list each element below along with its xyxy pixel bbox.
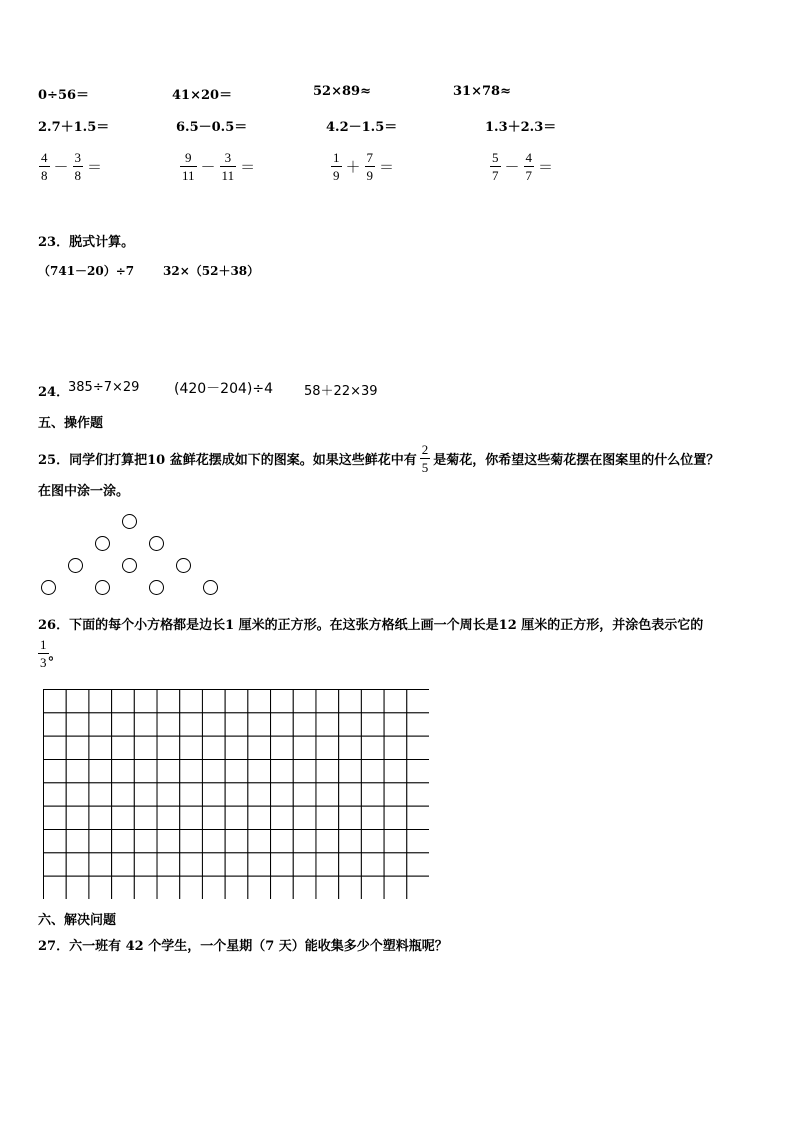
grid-cell[interactable]: [157, 853, 180, 876]
grid-cell[interactable]: [44, 713, 67, 736]
grid-cell[interactable]: [407, 736, 429, 759]
grid-cell[interactable]: [134, 876, 157, 899]
grid-cell[interactable]: [271, 876, 294, 899]
grid-cell[interactable]: [66, 713, 89, 736]
grid-cell[interactable]: [316, 783, 339, 806]
grid-cell[interactable]: [112, 806, 135, 829]
grid-cell[interactable]: [134, 853, 157, 876]
grid-cell[interactable]: [225, 713, 248, 736]
square-grid-paper[interactable]: [43, 689, 429, 899]
grid-cell[interactable]: [361, 876, 384, 899]
grid-cell[interactable]: [202, 783, 225, 806]
grid-cell[interactable]: [180, 806, 203, 829]
grid-cell[interactable]: [180, 830, 203, 853]
q23-title: 23．脱式计算。: [38, 235, 135, 250]
grid-cell[interactable]: [202, 830, 225, 853]
denominator: 5: [421, 460, 429, 475]
grid-cell[interactable]: [66, 760, 89, 783]
grid-cell[interactable]: [89, 806, 112, 829]
q24-item-3: 58＋22×39: [304, 384, 378, 399]
grid-cell[interactable]: [384, 806, 407, 829]
operator: ＋: [345, 158, 361, 176]
grid-cell[interactable]: [134, 806, 157, 829]
fraction: [73, 151, 84, 182]
grid-cell[interactable]: [248, 783, 271, 806]
grid-cell[interactable]: [66, 853, 89, 876]
grid-cell[interactable]: [66, 806, 89, 829]
numerator: 1: [333, 150, 340, 165]
grid-cell[interactable]: [407, 876, 429, 899]
grid-cell[interactable]: [134, 830, 157, 853]
denominator: 7: [525, 168, 533, 183]
grid-cell[interactable]: [202, 736, 225, 759]
grid-cell[interactable]: [44, 760, 67, 783]
grid-cell[interactable]: [134, 783, 157, 806]
grid-cell[interactable]: [89, 760, 112, 783]
grid-cell[interactable]: [293, 690, 316, 713]
numerator: 4: [525, 150, 533, 165]
q24-number: 24．: [38, 385, 70, 400]
fraction: [220, 151, 237, 182]
grid-cell[interactable]: [248, 830, 271, 853]
q26-text: 26．下面的每个小方格都是边长1 厘米的正方形。在这张方格纸上画一个周长是12 厘米的正方形，并涂色表示它的: [38, 618, 704, 633]
numerator: 9: [185, 150, 192, 165]
q23-item-2: 32×（52＋38）: [163, 264, 260, 278]
grid-cell[interactable]: [361, 806, 384, 829]
grid-cell[interactable]: [225, 806, 248, 829]
grid-cell[interactable]: [339, 853, 362, 876]
grid-cell[interactable]: [89, 736, 112, 759]
grid-cell[interactable]: [248, 690, 271, 713]
grid-cell[interactable]: [271, 713, 294, 736]
fraction-expr-3: [329, 151, 396, 182]
grid-cell[interactable]: [180, 760, 203, 783]
grid-cell[interactable]: [202, 876, 225, 899]
grid-cell[interactable]: [134, 713, 157, 736]
equals-sign: ＝: [538, 158, 554, 176]
numerator: 4: [41, 150, 48, 165]
grid-cell[interactable]: [44, 783, 67, 806]
operator: －: [504, 158, 520, 176]
grid-cell[interactable]: [112, 830, 135, 853]
section-6-title: 六、解决问题: [38, 913, 117, 928]
numerator: 1: [40, 637, 47, 652]
grid-cell[interactable]: [134, 736, 157, 759]
denominator: 9: [333, 168, 340, 183]
equals-sign: ＝: [240, 158, 256, 176]
grid-cell[interactable]: [89, 783, 112, 806]
grid-cell[interactable]: [384, 830, 407, 853]
grid-cell[interactable]: [157, 783, 180, 806]
flower-circle[interactable]: [203, 580, 218, 595]
grid-cell[interactable]: [112, 783, 135, 806]
fraction: [39, 151, 50, 182]
fraction: [180, 151, 197, 182]
grid-cell[interactable]: [407, 760, 429, 783]
grid-cell[interactable]: [339, 736, 362, 759]
grid-cell[interactable]: [361, 713, 384, 736]
grid-cell[interactable]: [293, 713, 316, 736]
grid-cell[interactable]: [134, 690, 157, 713]
q25-text-after: 是菊花，你希望这些菊花摆在图案里的什么位置？: [433, 453, 720, 468]
q24-item-2: (420－204)÷4: [174, 381, 274, 397]
grid-cell[interactable]: [271, 760, 294, 783]
grid-cell[interactable]: [293, 876, 316, 899]
grid-cell[interactable]: [384, 736, 407, 759]
grid-cell[interactable]: [180, 853, 203, 876]
grid-cell[interactable]: [407, 783, 429, 806]
q26-fraction-line: [38, 638, 62, 669]
grid-cell[interactable]: [339, 690, 362, 713]
grid-cell[interactable]: [271, 690, 294, 713]
grid-cell[interactable]: [157, 690, 180, 713]
grid-cell[interactable]: [316, 760, 339, 783]
flower-circle[interactable]: [41, 580, 56, 595]
grid-cell[interactable]: [157, 876, 180, 899]
grid-cell[interactable]: [316, 830, 339, 853]
fraction-expr-4: [488, 151, 555, 182]
grid-cell[interactable]: [361, 830, 384, 853]
grid-cell[interactable]: [339, 783, 362, 806]
denominator: 8: [74, 168, 82, 183]
grid-cell[interactable]: [271, 783, 294, 806]
grid-cell[interactable]: [361, 853, 384, 876]
grid-cell[interactable]: [248, 736, 271, 759]
flower-circle[interactable]: [95, 580, 110, 595]
grid-cell[interactable]: [225, 690, 248, 713]
grid-cell[interactable]: [66, 736, 89, 759]
grid-cell[interactable]: [316, 876, 339, 899]
equals-sign: ＝: [87, 158, 103, 176]
grid-cell[interactable]: [316, 806, 339, 829]
grid-cell[interactable]: [293, 736, 316, 759]
numerator: 3: [74, 150, 82, 165]
grid-cell[interactable]: [293, 806, 316, 829]
grid-cell[interactable]: [180, 876, 203, 899]
grid-cell[interactable]: [89, 876, 112, 899]
denominator: 3: [40, 655, 47, 670]
grid-cell[interactable]: [225, 830, 248, 853]
fraction: [38, 638, 49, 669]
grid-cell[interactable]: [384, 853, 407, 876]
numerator: 7: [366, 150, 374, 165]
grid-cell[interactable]: [407, 853, 429, 876]
grid-cell[interactable]: [180, 783, 203, 806]
flower-circle[interactable]: [149, 536, 164, 551]
q23-item-1: （741－20）÷7: [38, 264, 135, 278]
grid-cell[interactable]: [157, 760, 180, 783]
grid-cell[interactable]: [202, 853, 225, 876]
grid-cell[interactable]: [316, 853, 339, 876]
grid-cell[interactable]: [339, 713, 362, 736]
grid-cell[interactable]: [361, 760, 384, 783]
denominator: 7: [492, 168, 499, 183]
grid-cell[interactable]: [407, 806, 429, 829]
grid-cell[interactable]: [271, 853, 294, 876]
grid-cell[interactable]: [89, 830, 112, 853]
grid-cell[interactable]: [202, 760, 225, 783]
grid-cell[interactable]: [44, 853, 67, 876]
grid-cell[interactable]: [248, 853, 271, 876]
grid-cell[interactable]: [225, 783, 248, 806]
grid-cell[interactable]: [112, 876, 135, 899]
flower-circle[interactable]: [149, 580, 164, 595]
grid-cell[interactable]: [384, 713, 407, 736]
grid-cell[interactable]: [112, 690, 135, 713]
grid-cell[interactable]: [225, 736, 248, 759]
grid-cell[interactable]: [316, 736, 339, 759]
grid-cell[interactable]: [44, 830, 67, 853]
grid-cell[interactable]: [225, 760, 248, 783]
q24-item-1: 385÷7×29: [68, 380, 140, 395]
q27-text: 27．六一班有 42 个学生，一个星期（7 天）能收集多少个塑料瓶呢？: [38, 939, 448, 954]
grid-cell[interactable]: [225, 853, 248, 876]
grid-cell[interactable]: [361, 690, 384, 713]
grid-cell[interactable]: [248, 713, 271, 736]
grid-cell[interactable]: [202, 713, 225, 736]
fraction: [331, 151, 342, 182]
equals-sign: ＝: [379, 158, 395, 176]
denominator: 11: [221, 168, 235, 183]
flower-circle[interactable]: [68, 558, 83, 573]
grid-cell[interactable]: [384, 876, 407, 899]
fraction-expr-1: [37, 151, 104, 182]
numerator: 2: [421, 442, 429, 457]
oral-r2-c2: 6.5－0.5＝: [176, 120, 248, 135]
fraction: [420, 443, 431, 474]
grid-cell[interactable]: [44, 876, 67, 899]
oral-r2-c1: 2.7＋1.5＝: [38, 120, 110, 135]
grid-cell[interactable]: [293, 853, 316, 876]
denominator: 11: [182, 168, 195, 183]
q25-line2: 在图中涂一涂。: [38, 484, 130, 499]
grid-cell[interactable]: [384, 760, 407, 783]
grid-cell[interactable]: [44, 690, 67, 713]
grid-cell[interactable]: [271, 806, 294, 829]
oral-r1-c4: 31×78≈: [453, 84, 511, 99]
grid-cell[interactable]: [157, 736, 180, 759]
numerator: 3: [224, 150, 232, 165]
grid-cell[interactable]: [180, 736, 203, 759]
grid-cell[interactable]: [361, 783, 384, 806]
grid-cell[interactable]: [134, 760, 157, 783]
grid-cell[interactable]: [157, 830, 180, 853]
grid-cell[interactable]: [112, 736, 135, 759]
grid-cell[interactable]: [316, 713, 339, 736]
oral-r1-c2: 41×20＝: [172, 88, 233, 103]
grid-cell[interactable]: [293, 760, 316, 783]
flower-circle[interactable]: [176, 558, 191, 573]
grid-cell[interactable]: [407, 830, 429, 853]
grid-cell[interactable]: [44, 736, 67, 759]
grid-cell[interactable]: [271, 830, 294, 853]
q25-question: [38, 443, 719, 474]
operator: －: [53, 158, 69, 176]
grid-cell[interactable]: [202, 690, 225, 713]
grid-cell[interactable]: [339, 806, 362, 829]
denominator: 8: [41, 168, 48, 183]
oral-r1-c3: 52×89≈: [313, 84, 371, 99]
q26-end-punct: 。: [48, 648, 62, 663]
fraction: [490, 151, 501, 182]
grid-cell[interactable]: [248, 876, 271, 899]
numerator: 5: [492, 150, 499, 165]
grid-cell[interactable]: [89, 853, 112, 876]
grid-cell[interactable]: [66, 783, 89, 806]
grid-cell[interactable]: [44, 806, 67, 829]
grid-cell[interactable]: [202, 806, 225, 829]
grid-cell[interactable]: [339, 876, 362, 899]
grid-cell[interactable]: [66, 690, 89, 713]
operator: －: [200, 158, 216, 176]
grid-cell[interactable]: [89, 713, 112, 736]
grid-cell[interactable]: [225, 876, 248, 899]
grid-cell[interactable]: [66, 830, 89, 853]
section-5-title: 五、操作题: [38, 416, 104, 431]
fraction: [365, 151, 376, 182]
flower-circle[interactable]: [95, 536, 110, 551]
flower-circle[interactable]: [122, 514, 137, 529]
oral-r2-c4: 1.3＋2.3＝: [485, 120, 557, 135]
flower-circle[interactable]: [122, 558, 137, 573]
grid-cell[interactable]: [157, 713, 180, 736]
grid-cell[interactable]: [384, 690, 407, 713]
grid-cell[interactable]: [248, 806, 271, 829]
grid-cell[interactable]: [339, 830, 362, 853]
grid-cell[interactable]: [248, 760, 271, 783]
grid-cell[interactable]: [407, 690, 429, 713]
oral-r2-c3: 4.2－1.5＝: [326, 120, 398, 135]
oral-r1-c1: 0÷56＝: [38, 88, 90, 103]
grid-cell[interactable]: [89, 690, 112, 713]
q25-text-before: 25．同学们打算把10 盆鲜花摆成如下的图案。如果这些鲜花中有: [38, 453, 417, 468]
fraction-expr-2: [178, 151, 257, 182]
grid-cell[interactable]: [271, 736, 294, 759]
grid-cell[interactable]: [112, 713, 135, 736]
grid-cell[interactable]: [180, 713, 203, 736]
fraction: [524, 151, 535, 182]
grid-cell[interactable]: [112, 760, 135, 783]
grid-cell[interactable]: [157, 806, 180, 829]
denominator: 9: [366, 168, 374, 183]
grid-cell[interactable]: [112, 853, 135, 876]
grid-cell[interactable]: [180, 690, 203, 713]
grid-cell[interactable]: [316, 690, 339, 713]
grid-cell[interactable]: [407, 713, 429, 736]
grid-cell[interactable]: [66, 876, 89, 899]
grid-cell[interactable]: [384, 783, 407, 806]
grid-cell[interactable]: [293, 830, 316, 853]
grid-cell[interactable]: [361, 736, 384, 759]
grid-cell[interactable]: [339, 760, 362, 783]
grid-cell[interactable]: [293, 783, 316, 806]
